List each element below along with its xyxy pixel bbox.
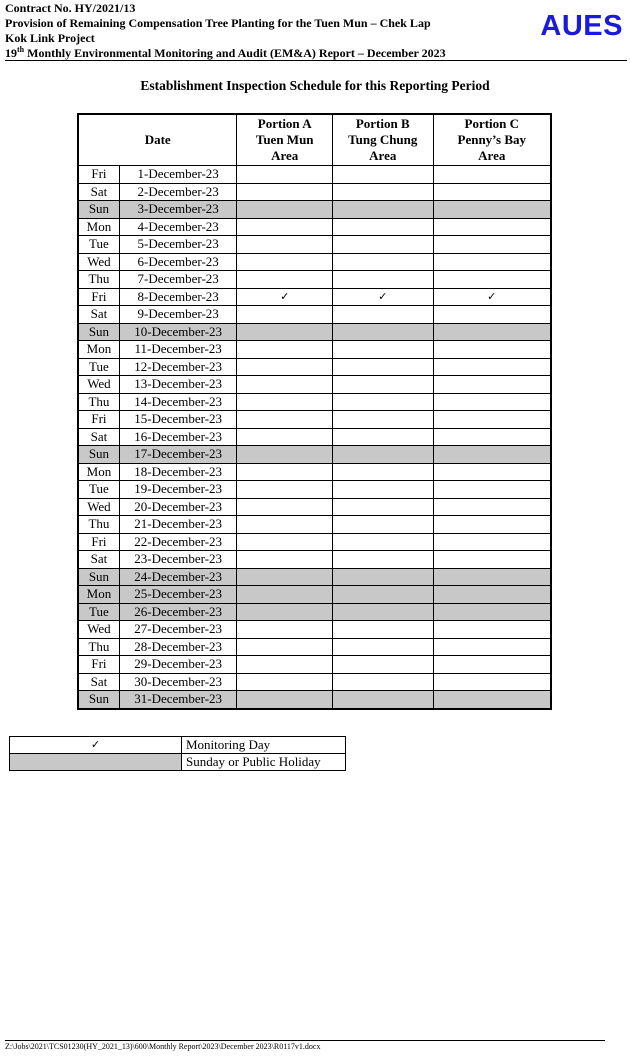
date-cell: 28-December-23 (119, 638, 237, 656)
day-cell: Fri (78, 166, 119, 184)
day-cell: Fri (78, 288, 119, 306)
portion-a-cell (237, 586, 333, 604)
portion-a-cell (237, 691, 333, 709)
portion-c-cell (433, 516, 551, 534)
date-cell: 9-December-23 (119, 306, 237, 324)
portion-b-header (332, 114, 433, 166)
table-row (78, 341, 551, 359)
day-cell: Thu (78, 516, 119, 534)
portion-c-header-line2: Penny’s Bay (457, 132, 527, 147)
table-row (78, 376, 551, 394)
table-row (78, 393, 551, 411)
date-cell: 1-December-23 (119, 166, 237, 184)
portion-c-cell (433, 603, 551, 621)
portion-b-cell (332, 533, 433, 551)
project-title-line1: Provision of Remaining Compensation Tree Planting for the Tuen Mun – Chek Lap (5, 16, 431, 30)
portion-a-cell (237, 446, 333, 464)
table-row (78, 428, 551, 446)
day-cell: Fri (78, 411, 119, 429)
date-cell: 13-December-23 (119, 376, 237, 394)
portion-a-cell (237, 376, 333, 394)
date-cell: 11-December-23 (119, 341, 237, 359)
portion-b-cell (332, 201, 433, 219)
portion-c-cell (433, 376, 551, 394)
day-cell: Tue (78, 236, 119, 254)
table-row (78, 253, 551, 271)
day-cell: Sat (78, 306, 119, 324)
portion-c-header (433, 114, 551, 166)
contract-number: Contract No. HY/2021/13 (5, 1, 136, 15)
legend-check-symbol: ✓ (10, 737, 182, 754)
portion-b-cell (332, 218, 433, 236)
table-row (78, 656, 551, 674)
date-cell: 27-December-23 (119, 621, 237, 639)
day-cell: Sun (78, 568, 119, 586)
portion-c-header-line3: Area (478, 148, 506, 163)
portion-b-cell (332, 341, 433, 359)
day-cell: Sun (78, 446, 119, 464)
portion-b-cell (332, 481, 433, 499)
portion-c-cell (433, 341, 551, 359)
table-row (78, 271, 551, 289)
date-cell: 29-December-23 (119, 656, 237, 674)
legend-monitoring-label: Monitoring Day (182, 737, 346, 754)
day-cell: Sun (78, 323, 119, 341)
portion-a-cell (237, 323, 333, 341)
day-cell: Sun (78, 691, 119, 709)
day-cell: Thu (78, 271, 119, 289)
table-row (78, 201, 551, 219)
portion-c-cell (433, 498, 551, 516)
table-row (78, 516, 551, 534)
portion-a-cell (237, 393, 333, 411)
portion-b-cell: ✓ (332, 288, 433, 306)
date-cell: 15-December-23 (119, 411, 237, 429)
report-title (5, 46, 446, 61)
day-cell: Sat (78, 551, 119, 569)
date-cell: 25-December-23 (119, 586, 237, 604)
portion-c-cell (433, 656, 551, 674)
table-row (78, 218, 551, 236)
day-cell: Sat (78, 183, 119, 201)
portion-a-cell (237, 428, 333, 446)
table-row (78, 236, 551, 254)
date-cell: 24-December-23 (119, 568, 237, 586)
portion-c-cell (433, 166, 551, 184)
date-cell: 31-December-23 (119, 691, 237, 709)
portion-c-cell (433, 183, 551, 201)
portion-b-cell (332, 428, 433, 446)
day-cell: Tue (78, 603, 119, 621)
day-cell: Wed (78, 376, 119, 394)
project-title-line2: Kok Link Project (5, 31, 95, 45)
portion-a-cell (237, 481, 333, 499)
date-cell: 19-December-23 (119, 481, 237, 499)
table-row (78, 533, 551, 551)
report-number-suffix: th (17, 45, 25, 54)
portion-c-cell (433, 253, 551, 271)
day-cell: Thu (78, 393, 119, 411)
portion-a-cell (237, 673, 333, 691)
day-cell: Fri (78, 656, 119, 674)
day-cell: Thu (78, 638, 119, 656)
portion-a-cell (237, 253, 333, 271)
table-row (78, 463, 551, 481)
date-cell: 4-December-23 (119, 218, 237, 236)
table-row (78, 323, 551, 341)
day-cell: Tue (78, 358, 119, 376)
portion-a-cell (237, 463, 333, 481)
portion-b-cell (332, 463, 433, 481)
day-cell: Sat (78, 673, 119, 691)
day-cell: Wed (78, 621, 119, 639)
date-cell: 2-December-23 (119, 183, 237, 201)
inspection-schedule-table (77, 113, 552, 710)
portion-a-cell (237, 551, 333, 569)
footer-file-path: Z:\Jobs\2021\TCS01230(HY_2021_13)\600\Monthly Report\2023\December 2023\R0117v1.docx (5, 1042, 321, 1051)
portion-a-cell (237, 533, 333, 551)
portion-b-cell (332, 358, 433, 376)
portion-c-cell (433, 306, 551, 324)
portion-c-cell (433, 201, 551, 219)
portion-c-cell (433, 271, 551, 289)
portion-c-cell (433, 621, 551, 639)
table-row (78, 603, 551, 621)
aues-logo: AUES (540, 10, 623, 42)
portion-c-cell (433, 638, 551, 656)
date-cell: 5-December-23 (119, 236, 237, 254)
table-row (78, 568, 551, 586)
portion-a-cell (237, 621, 333, 639)
portion-a-cell (237, 218, 333, 236)
portion-a-cell (237, 271, 333, 289)
portion-a-cell (237, 638, 333, 656)
portion-b-cell (332, 323, 433, 341)
portion-b-header-line3: Area (369, 148, 397, 163)
day-cell: Sat (78, 428, 119, 446)
portion-a-header (237, 114, 333, 166)
footer-divider (5, 1040, 605, 1041)
table-row (78, 691, 551, 709)
date-cell: 22-December-23 (119, 533, 237, 551)
portion-c-cell (433, 463, 551, 481)
table-row (78, 551, 551, 569)
portion-c-cell (433, 446, 551, 464)
table-row (78, 166, 551, 184)
portion-a-header-line3: Area (271, 148, 299, 163)
portion-c-cell (433, 358, 551, 376)
page-title: Establishment Inspection Schedule for this Reporting Period (140, 78, 490, 93)
date-cell: 18-December-23 (119, 463, 237, 481)
portion-c-cell (433, 481, 551, 499)
date-cell: 21-December-23 (119, 516, 237, 534)
portion-a-cell (237, 656, 333, 674)
document-header (5, 0, 627, 62)
table-row (78, 673, 551, 691)
day-cell: Tue (78, 481, 119, 499)
day-cell: Wed (78, 498, 119, 516)
portion-b-header-line2: Tung Chung (348, 132, 418, 147)
portion-b-cell (332, 236, 433, 254)
table-row (78, 638, 551, 656)
portion-b-cell (332, 691, 433, 709)
portion-c-cell (433, 586, 551, 604)
portion-b-cell (332, 306, 433, 324)
day-cell: Fri (78, 533, 119, 551)
legend-holiday-label: Sunday or Public Holiday (182, 754, 346, 771)
table-row (78, 481, 551, 499)
table-row (78, 358, 551, 376)
portion-b-cell (332, 638, 433, 656)
legend-shade-swatch (10, 754, 182, 771)
portion-a-cell (237, 516, 333, 534)
portion-b-header-line1: Portion B (355, 116, 410, 131)
day-cell: Mon (78, 218, 119, 236)
day-cell: Sun (78, 201, 119, 219)
legend-row-monitoring (10, 737, 346, 754)
portion-b-cell (332, 586, 433, 604)
portion-c-cell (433, 691, 551, 709)
portion-b-cell (332, 551, 433, 569)
date-column-header: Date (78, 114, 237, 166)
table-row (78, 446, 551, 464)
portion-a-cell (237, 568, 333, 586)
header-divider (5, 60, 627, 61)
portion-b-cell (332, 271, 433, 289)
day-cell: Mon (78, 586, 119, 604)
table-row (78, 288, 551, 306)
day-cell: Mon (78, 341, 119, 359)
portion-b-cell (332, 183, 433, 201)
portion-a-cell (237, 498, 333, 516)
portion-c-cell (433, 551, 551, 569)
portion-b-cell (332, 516, 433, 534)
portion-b-cell (332, 446, 433, 464)
portion-a-cell (237, 411, 333, 429)
day-cell: Wed (78, 253, 119, 271)
date-cell: 30-December-23 (119, 673, 237, 691)
date-cell: 26-December-23 (119, 603, 237, 621)
legend-table (9, 736, 346, 771)
portion-c-cell (433, 323, 551, 341)
schedule-body (78, 166, 551, 709)
portion-b-cell (332, 656, 433, 674)
table-row (78, 183, 551, 201)
portion-c-header-line1: Portion C (464, 116, 520, 131)
portion-a-cell (237, 306, 333, 324)
portion-a-cell (237, 603, 333, 621)
portion-b-cell (332, 393, 433, 411)
portion-c-cell (433, 218, 551, 236)
portion-b-cell (332, 568, 433, 586)
portion-b-cell (332, 376, 433, 394)
portion-a-cell (237, 183, 333, 201)
date-cell: 20-December-23 (119, 498, 237, 516)
portion-b-cell (332, 411, 433, 429)
portion-b-cell (332, 253, 433, 271)
portion-c-cell (433, 411, 551, 429)
header-text-block (5, 1, 446, 61)
portion-b-cell (332, 673, 433, 691)
date-cell: 3-December-23 (119, 201, 237, 219)
table-row (78, 621, 551, 639)
portion-a-cell (237, 201, 333, 219)
date-cell: 23-December-23 (119, 551, 237, 569)
portion-a-cell (237, 358, 333, 376)
portion-a-cell (237, 236, 333, 254)
day-cell: Mon (78, 463, 119, 481)
date-cell: 14-December-23 (119, 393, 237, 411)
date-cell: 12-December-23 (119, 358, 237, 376)
portion-c-cell (433, 568, 551, 586)
portion-b-cell (332, 498, 433, 516)
report-title-rest: Monthly Environmental Monitoring and Audit (EM&A) Report – December 2023 (24, 46, 446, 60)
table-row (78, 306, 551, 324)
portion-a-cell (237, 341, 333, 359)
portion-c-cell: ✓ (433, 288, 551, 306)
date-cell: 6-December-23 (119, 253, 237, 271)
portion-a-cell (237, 166, 333, 184)
legend-row-holiday (10, 754, 346, 771)
portion-c-cell (433, 428, 551, 446)
date-cell: 7-December-23 (119, 271, 237, 289)
portion-c-cell (433, 236, 551, 254)
portion-a-cell: ✓ (237, 288, 333, 306)
portion-a-header-line1: Portion A (257, 116, 312, 131)
date-cell: 8-December-23 (119, 288, 237, 306)
table-row (78, 498, 551, 516)
portion-b-cell (332, 603, 433, 621)
table-row (78, 411, 551, 429)
portion-c-cell (433, 393, 551, 411)
report-number: 19 (5, 46, 17, 60)
date-cell: 16-December-23 (119, 428, 237, 446)
table-header-row (78, 114, 551, 166)
portion-a-header-line2: Tuen Mun (255, 132, 314, 147)
table-row (78, 586, 551, 604)
portion-b-cell (332, 621, 433, 639)
portion-c-cell (433, 673, 551, 691)
portion-c-cell (433, 533, 551, 551)
portion-b-cell (332, 166, 433, 184)
date-cell: 10-December-23 (119, 323, 237, 341)
date-cell: 17-December-23 (119, 446, 237, 464)
